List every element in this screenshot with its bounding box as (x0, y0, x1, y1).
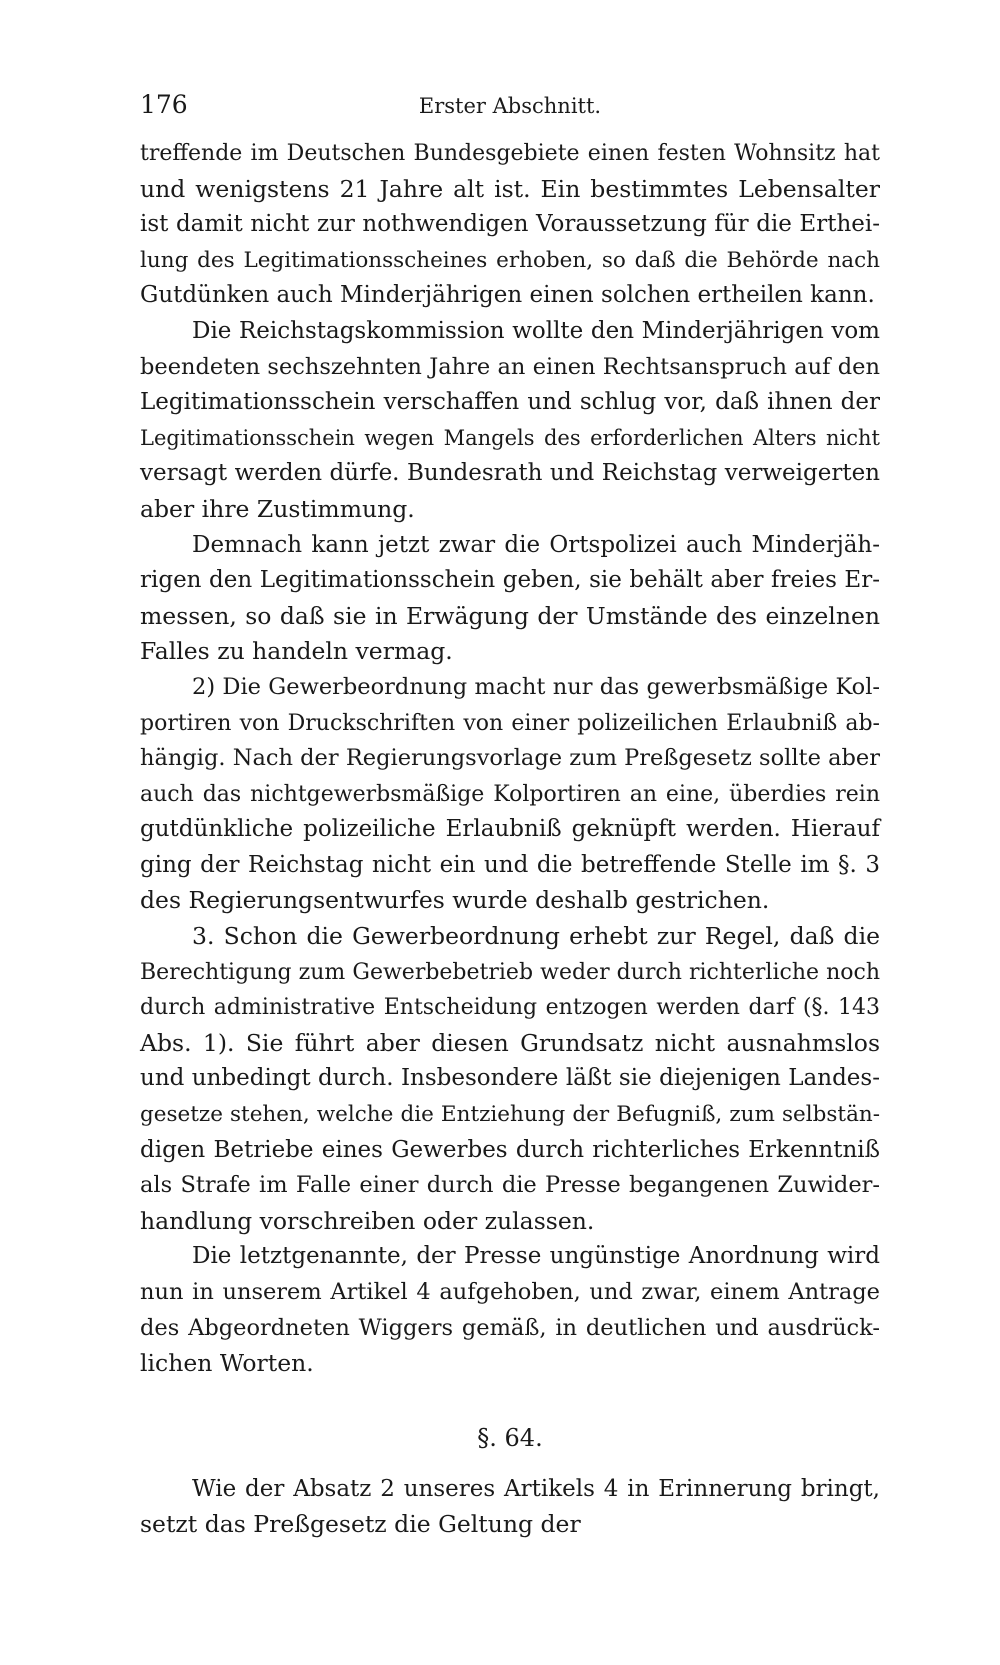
text-line: 3. Schon die Gewerbeordnung erhebt zur Regel, daß die (192, 922, 880, 951)
body-text (140, 136, 880, 1543)
text-line: versagt werden dürfe. Bundesrath und Reichstag verweigerten (140, 460, 880, 487)
text-line: lichen Worten. (140, 1349, 314, 1378)
text-line: aber ihre Zustimmung. (140, 494, 415, 523)
page-number: 176 (140, 90, 188, 119)
text-line: als Strafe im Falle einer durch die Presse begangenen Zuwider- (140, 1172, 880, 1199)
text-line: setzt das Preßgesetz die Geltung der (140, 1510, 581, 1539)
text-line: auch das nichtgewerbsmäßige Kolportiren an eine, überdies rein (140, 781, 880, 807)
text-line: des Regierungsentwurfes wurde deshalb gestrichen. (140, 886, 770, 915)
text-line: Abs. 1). Sie führt aber diesen Grundsatz nicht ausnahmslos (140, 1028, 880, 1057)
text-line: ging der Reichstag nicht ein und die betreffende Stelle im §. 3 (140, 851, 880, 878)
text-line: und unbedingt durch. Insbesondere läßt sie diejenigen Landes- (140, 1065, 880, 1092)
text-line: messen, so daß sie in Erwägung der Umstände des einzelnen (140, 601, 880, 630)
text-line: rigen den Legitimationsschein geben, sie behält aber freies Er- (140, 567, 880, 594)
text-line: portiren von Druckschriften von einer polizeilichen Erlaubniß ab- (140, 710, 880, 736)
text-line: gutdünkliche polizeiliche Erlaubniß geknüpft werden. Hierauf (140, 816, 880, 843)
text-line: Die letztgenannte, der Presse ungünstige Anordnung wird (192, 1243, 880, 1270)
text-line: Legitimationsschein verschaffen und schlug vor, daß ihnen der (140, 389, 880, 416)
text-line: des Abgeordneten Wiggers gemäß, in deutlichen und ausdrück- (140, 1314, 880, 1341)
text-line: lung des Legitimationsscheines erhoben, so daß die Behörde nach (140, 247, 880, 273)
text-line: beendeten sechszehnten Jahre an einen Rechtsanspruch auf den (140, 353, 880, 380)
book-page (140, 90, 880, 1543)
text-line: digen Betriebe eines Gewerbes durch richterliches Erkenntniß (140, 1136, 880, 1163)
text-line: durch administrative Entscheidung entzogen werden darf (§. 143 (140, 995, 880, 1021)
text-line: hängig. Nach der Regierungsvorlage zum Preßgesetz sollte aber (140, 745, 880, 772)
text-line: Demnach kann jetzt zwar die Ortspolizei auch Minderjäh- (192, 531, 880, 558)
text-line: Die Reichstagskommission wollte den Minderjährigen vom (192, 317, 880, 344)
section-gap (140, 1458, 880, 1472)
text-line: Berechtigung zum Gewerbebetrieb weder durch richterliche noch (140, 959, 880, 985)
text-line: Gutdünken auch Minderjährigen einen solchen ertheilen kann. (140, 282, 875, 309)
text-line: nun in unserem Artikel 4 aufgehoben, und zwar, einem Antrage (140, 1279, 880, 1305)
text-line: Legitimationsschein wegen Mangels des erforderlichen Alters nicht (140, 425, 880, 450)
section-heading: §. 64. (477, 1423, 543, 1452)
running-head: Erster Abschnitt. (418, 94, 602, 118)
page-header (140, 90, 880, 130)
text-line: handlung vorschreiben oder zulassen. (140, 1206, 595, 1235)
text-line: 2) Die Gewerbeordnung macht nur das gewerbsmäßige Kol- (192, 673, 880, 700)
text-line: treffende im Deutschen Bundesgebiete einen festen Wohnsitz hat (140, 141, 880, 166)
text-line: Wie der Absatz 2 unseres Artikels 4 in Erinnerung bringt, (192, 1475, 880, 1502)
text-line: Falles zu handeln vermag. (140, 637, 453, 666)
section-gap (140, 1382, 880, 1418)
text-line: gesetze stehen, welche die Entziehung der Befugniß, zum selbstän- (140, 1102, 880, 1128)
text-line: ist damit nicht zur nothwendigen Voraussetzung für die Erthei- (140, 211, 880, 238)
text-line: und wenigstens 21 Jahre alt ist. Ein bestimmtes Lebensalter (140, 174, 880, 203)
